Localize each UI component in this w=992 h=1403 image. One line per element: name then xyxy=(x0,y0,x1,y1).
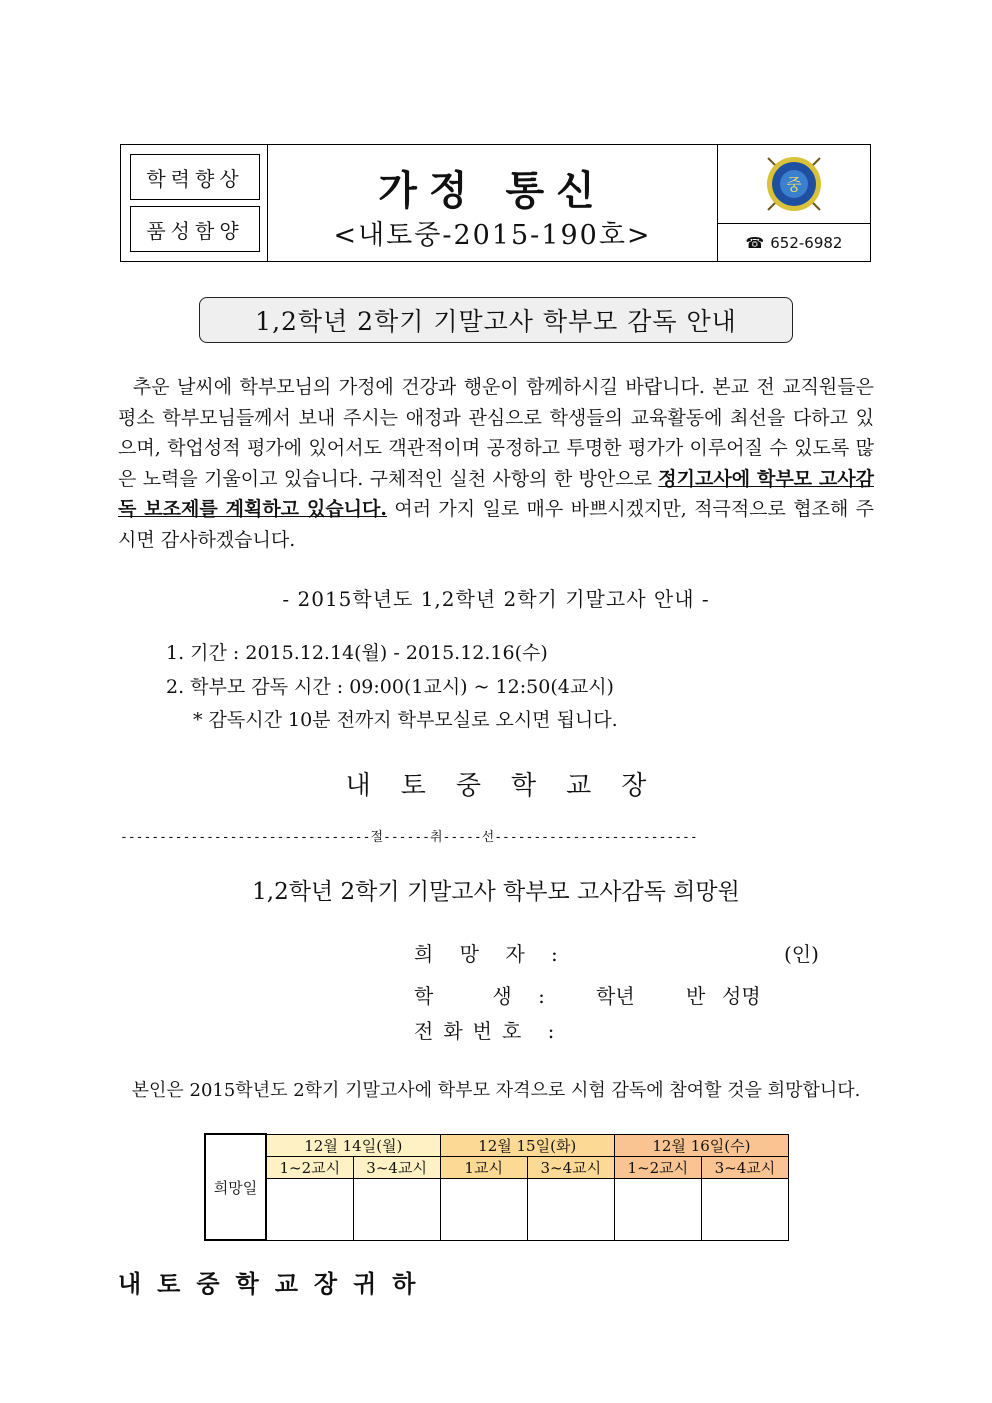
signer: 내토중학교장 xyxy=(345,771,677,801)
pledge-text: 본인은 2015학년도 2학기 기말고사에 학부모 자격으로 시험 감독에 참여할 것을 희망합니다. xyxy=(131,1080,861,1101)
school-logo xyxy=(762,152,826,220)
check-cell[interactable] xyxy=(527,1178,614,1240)
seal-label: (인) xyxy=(784,942,819,966)
school-panel xyxy=(717,145,870,261)
period-header: 1~2교시 xyxy=(614,1156,701,1178)
phone-label: 전화번호 : xyxy=(414,1019,565,1043)
preferred-date-table xyxy=(204,1133,789,1241)
notice-title: 1,2학년 2학기 기말고사 학부모 감독 안내 xyxy=(199,297,793,343)
cut-line: --------------------------------절------취-----선-------------------------- xyxy=(120,830,698,845)
applicant-row xyxy=(0,938,992,968)
period-header: 1~2교시 xyxy=(266,1156,353,1178)
preferred-date-label: 희망일 xyxy=(205,1134,266,1240)
check-cell[interactable] xyxy=(353,1178,440,1240)
phone-cell xyxy=(718,223,870,261)
exam-period: 1. 기간 : 2015.12.14(월) - 2015.12.16(수) xyxy=(166,642,548,664)
intro-text-2: 여러 가지 일로 매우 바쁘시겠지만, 적극적으로 협조해 주시면 감사하겠습니다. xyxy=(118,498,874,551)
letter-header xyxy=(120,144,871,262)
addressee: 내토중학교장귀하 xyxy=(118,1269,432,1298)
intro-text-1: 추운 날씨에 학부모님의 가정에 건강과 행운이 함께하시길 바랍니다. 본교 전 교직원들은 평소 학부모님들께서 보내 주시는 애정과 관심으로 학생들의 교육활동에 최선을 다하고 있으며, 학업성적 평가에 있어서도 객관적이며 공정하고 투명한 평가가 이루어질 수 있도록 많은 노력을 기울이고 있습니다. 구체적인 실천 사항의 한 방안으로 xyxy=(118,376,874,490)
period-header: 3~4교시 xyxy=(353,1156,440,1178)
check-cell[interactable] xyxy=(701,1178,788,1240)
student-row xyxy=(0,980,992,1010)
day-header-1: 12월 14일(월) xyxy=(266,1134,440,1156)
period-header: 3~4교시 xyxy=(527,1156,614,1178)
title-panel xyxy=(268,145,717,261)
letter-title: 가정 통신 xyxy=(378,167,607,214)
supervision-time: 2. 학부모 감독 시간 : 09:00(1교시) ~ 12:50(4교시) xyxy=(166,676,614,698)
phone-number: 652-6982 xyxy=(770,233,843,252)
applicant-label: 희 망 자 : xyxy=(414,942,568,966)
day-header-3: 12월 16일(수) xyxy=(614,1134,788,1156)
issue-number: <내토중-2015-190호> xyxy=(333,220,652,251)
class-label: 반 xyxy=(686,984,706,1008)
check-cell[interactable] xyxy=(440,1178,527,1240)
motto-bottom: 품성함양 xyxy=(130,206,260,252)
intro-paragraph xyxy=(118,372,874,555)
phone-row xyxy=(0,1015,992,1045)
period-header: 1교시 xyxy=(440,1156,527,1178)
grade-label: 학년 xyxy=(596,984,635,1008)
telephone-icon: ☎ xyxy=(745,233,765,252)
intro-underlined: 정기고사에 학부모 고사감독 보조제를 계획하고 있습니다. xyxy=(118,467,874,520)
name-label: 성명 xyxy=(722,984,761,1008)
check-cell[interactable] xyxy=(614,1178,701,1240)
arrival-note: * 감독시간 10분 전까지 학부모실로 오시면 됩니다. xyxy=(193,709,618,731)
check-cell[interactable] xyxy=(266,1178,353,1240)
motto-panel xyxy=(121,145,268,261)
exam-info-title: - 2015학년도 1,2학년 2학기 기말고사 안내 - xyxy=(282,587,710,611)
school-emblem-icon xyxy=(762,152,826,216)
student-label: 학 생 : xyxy=(414,984,555,1008)
day-header-2: 12월 15일(화) xyxy=(440,1134,614,1156)
form-title: 1,2학년 2학기 기말고사 학부모 고사감독 희망원 xyxy=(252,879,740,905)
period-header: 3~4교시 xyxy=(701,1156,788,1178)
motto-top: 학력향상 xyxy=(130,154,260,200)
svg-text:중: 중 xyxy=(786,175,802,194)
